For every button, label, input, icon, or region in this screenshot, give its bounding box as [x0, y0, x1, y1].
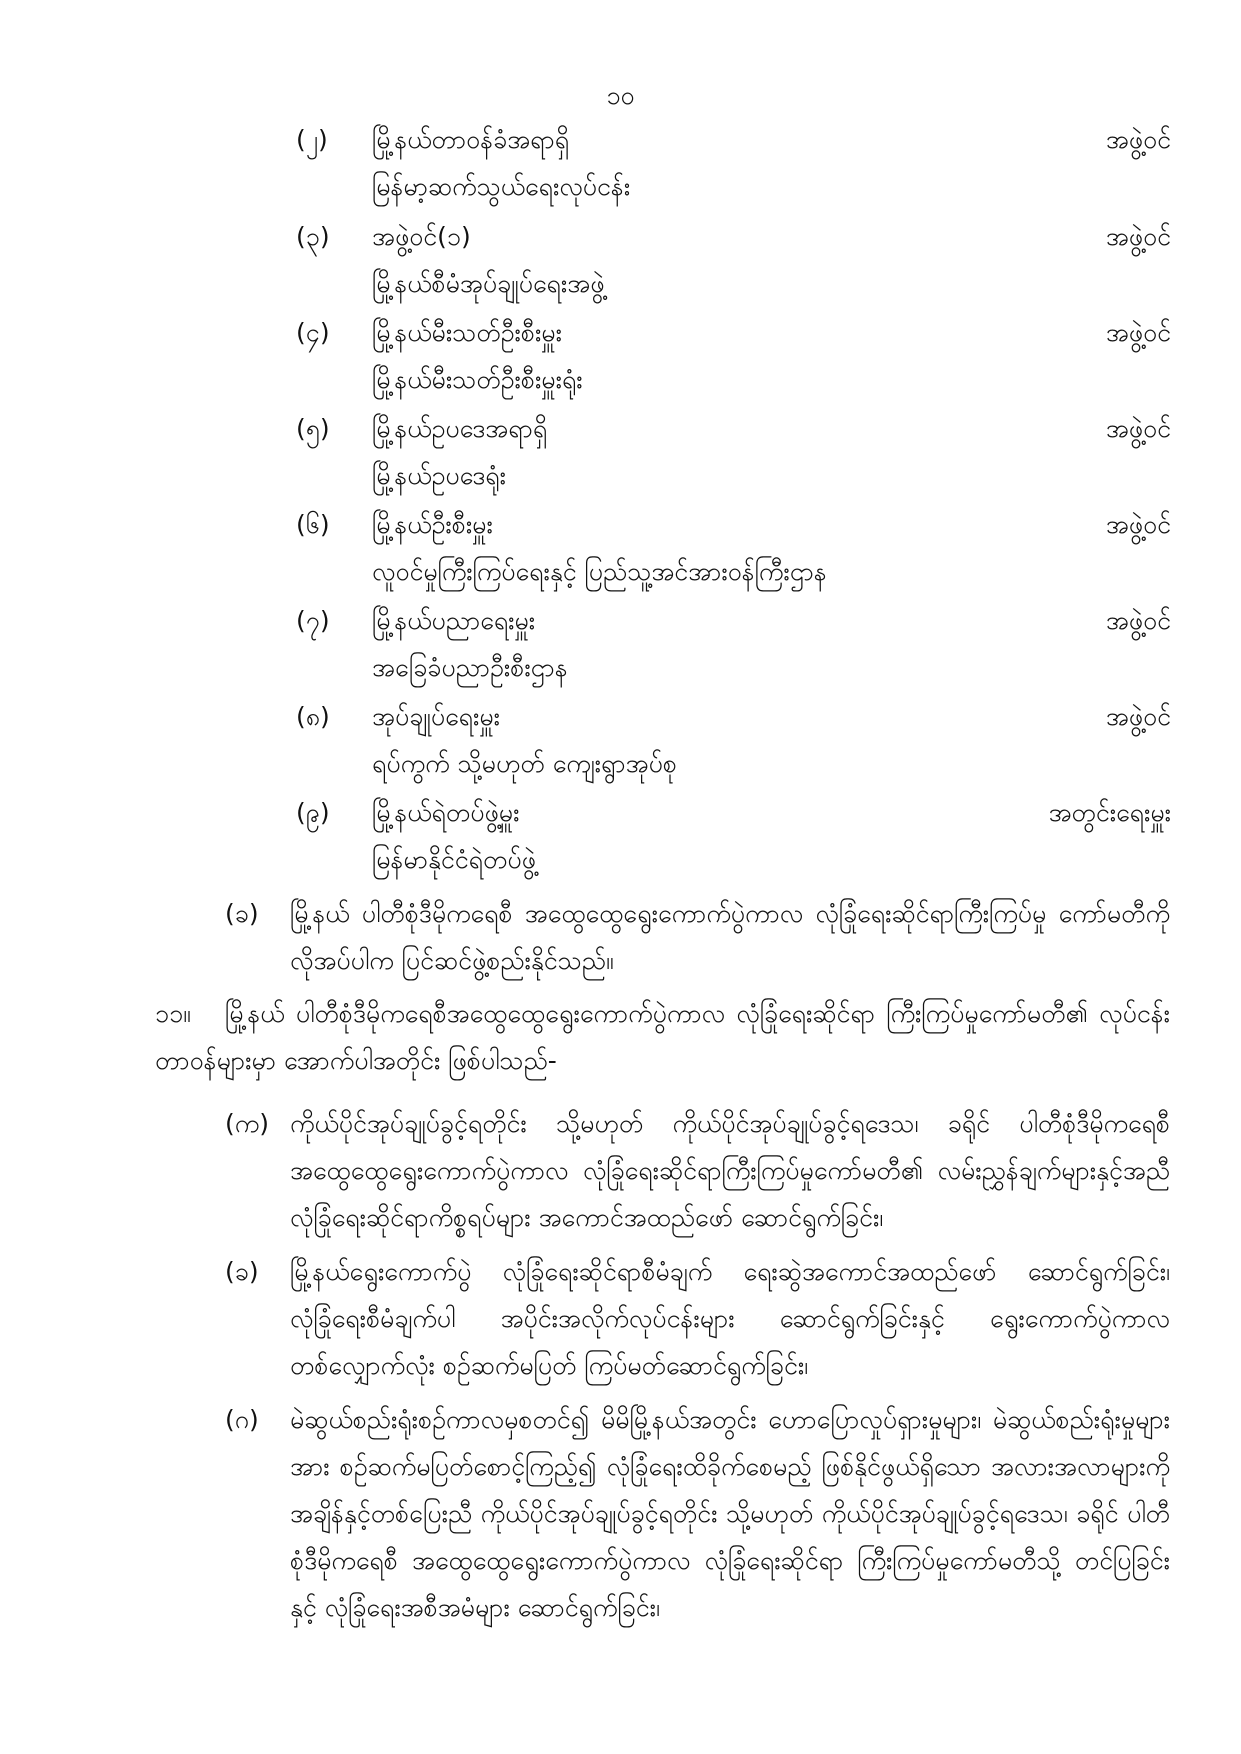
member-title: မြို့နယ်ဦးစီးမှူး: [372, 510, 493, 539]
member-role: အဖွဲ့ဝင်: [1105, 414, 1171, 443]
member-title: အဖွဲ့ဝင်(၁): [372, 222, 471, 251]
section-11: [0, 990, 1241, 1090]
member-number: (၉): [296, 798, 330, 827]
member-role: အဖွဲ့ဝင်: [1105, 606, 1171, 635]
duty-label: (က): [225, 1109, 269, 1138]
member-department: အခြေခံပညာဦးစီးဌာန: [372, 653, 568, 682]
member-department: မြို့နယ်မီးသတ်ဦးစီးမှူးရုံး: [372, 365, 583, 394]
member-role: အဖွဲ့ဝင်: [1105, 222, 1171, 251]
member-title: မြို့နယ်ပညာရေးမှူး: [372, 606, 536, 635]
duty-text: မဲဆွယ်စည်းရုံးစဉ်ကာလမှစတင်၍ မိမိမြို့နယ်အတွင်း ဟောပြောလှုပ်ရှားမှုများ၊ မဲဆွယ်စည်းရုံးမှုများအား စဉ်ဆက်မပြတ်စောင့်ကြည့်၍ လုံခြုံရေးထိခိုက်စေမည့် ဖြစ်နိုင်ဖွယ်ရှိသော အလားအလာများကို အချိန်နှင့်တစ်ပြေးညီ ကိုယ်ပိုင်အုပ်ချုပ်ခွင့်ရတိုင်း သို့မဟုတ် ကိုယ်ပိုင်အုပ်ချုပ်ခွင့်ရဒေသ၊ ခရိုင် ပါတီစုံဒီမိုကရေစီ အထွေထွေရွေးကောက်ပွဲကာလ လုံခြုံရေးဆိုင်ရာ ကြီးကြပ်မှုကော်မတီသို့ တင်ပြခြင်းနှင့် လုံခြုံရေးအစီအမံများ ဆောင်ရွက်ခြင်း၊: [290, 1405, 1170, 1622]
member-role: အဖွဲ့ဝင်: [1105, 702, 1171, 731]
section-number: ၁၁။: [155, 999, 191, 1028]
member-department: မြို့နယ်စီမံအုပ်ချုပ်ရေးအဖွဲ့: [372, 269, 605, 298]
member-department: မြို့နယ်ဥပဒေရုံး: [372, 461, 507, 490]
member-number: (၂): [296, 125, 328, 154]
duty-item: [0, 1100, 1241, 1250]
member-department: ရပ်ကွက် သို့မဟုတ် ကျေးရွာအုပ်စု: [372, 749, 677, 778]
paragraph-label: (ခ): [225, 899, 259, 928]
member-number: (၃): [296, 222, 330, 251]
duty-text: ကိုယ်ပိုင်အုပ်ချုပ်ခွင့်ရတိုင်း သို့မဟုတ် ကိုယ်ပိုင်အုပ်ချုပ်ခွင့်ရဒေသ၊ ခရိုင် ပါတီစုံဒီမိုကရေစီ အထွေထွေရွေးကောက်ပွဲကာလ လုံခြုံရေးဆိုင်ရာကြီးကြပ်မှုကော်မတီ၏ လမ်းညွှန်ချက်များနှင့်အညီ လုံခြုံရေးဆိုင်ရာကိစ္စရပ်များ အကောင်အထည်ဖော် ဆောင်ရွက်ခြင်း၊: [290, 1109, 1170, 1232]
member-title: မြို့နယ်ဥပဒေအရာရှိ: [372, 414, 548, 443]
duty-text: မြို့နယ်ရွေးကောက်ပွဲ လုံခြုံရေးဆိုင်ရာစီမံချက် ရေးဆွဲအကောင်အထည်ဖော် ဆောင်ရွက်ခြင်း၊ လုံခြုံရေးစီမံချက်ပါ အပိုင်းအလိုက်လုပ်ငန်းများ ဆောင်ရွက်ခြင်းနှင့် ရွေးကောက်ပွဲကာလတစ်လျှောက်လုံး စဉ်ဆက်မပြတ် ကြပ်မတ်ဆောင်ရွက်ခြင်း၊: [290, 1257, 1170, 1380]
section-intro-text: မြို့နယ် ပါတီစုံဒီမိုကရေစီအထွေထွေရွေးကောက်ပွဲကာလ လုံခြုံရေးဆိုင်ရာ ကြီးကြပ်မှုကော်မတီ၏ လုပ်ငန်းတာဝန်များမှာ အောက်ပါအတိုင်း ဖြစ်ပါသည်-: [155, 999, 1170, 1075]
member-role: အဖွဲ့ဝင်: [1105, 510, 1171, 539]
member-role: အဖွဲ့ဝင်: [1105, 318, 1171, 347]
member-role: အဖွဲ့ဝင်: [1105, 125, 1171, 154]
page-number: ၁၀: [606, 81, 635, 110]
duty-item: [0, 1396, 1241, 1686]
member-title: မြို့နယ်ရဲတပ်ဖွဲ့မှူး: [372, 798, 520, 827]
paragraph-kha: [0, 890, 1241, 990]
member-number: (၆): [296, 510, 330, 539]
paragraph-text: မြို့နယ် ပါတီစုံဒီမိုကရေစီ အထွေထွေရွေးကောက်ပွဲကာလ လုံခြုံရေးဆိုင်ရာကြီးကြပ်မှု ကော်မတီကို လိုအပ်ပါက ပြင်ဆင်ဖွဲ့စည်းနိုင်သည်။: [290, 899, 1170, 975]
member-department: မြန်မာ့ဆက်သွယ်ရေးလုပ်ငန်း: [372, 172, 631, 201]
member-role: အတွင်းရေးမှူး: [1048, 798, 1171, 827]
member-number: (၅): [296, 414, 330, 443]
duty-label: (ခ): [225, 1257, 259, 1286]
member-department: လူဝင်မှုကြီးကြပ်ရေးနှင့် ပြည်သူ့အင်အားဝန်ကြီးဌာန: [372, 557, 827, 586]
member-title: မြို့နယ်မီးသတ်ဦးစီးမှူး: [372, 318, 562, 347]
duty-label: (ဂ): [225, 1405, 259, 1434]
member-number: (၄): [296, 318, 330, 347]
duty-item: [0, 1248, 1241, 1398]
member-title: အုပ်ချုပ်ရေးမှူး: [372, 702, 500, 731]
member-title: မြို့နယ်တာဝန်ခံအရာရှိ: [372, 125, 570, 154]
member-number: (၈): [296, 702, 330, 731]
member-number: (၇): [296, 606, 330, 635]
member-department: မြန်မာနိုင်ငံရဲတပ်ဖွဲ့: [372, 845, 536, 874]
